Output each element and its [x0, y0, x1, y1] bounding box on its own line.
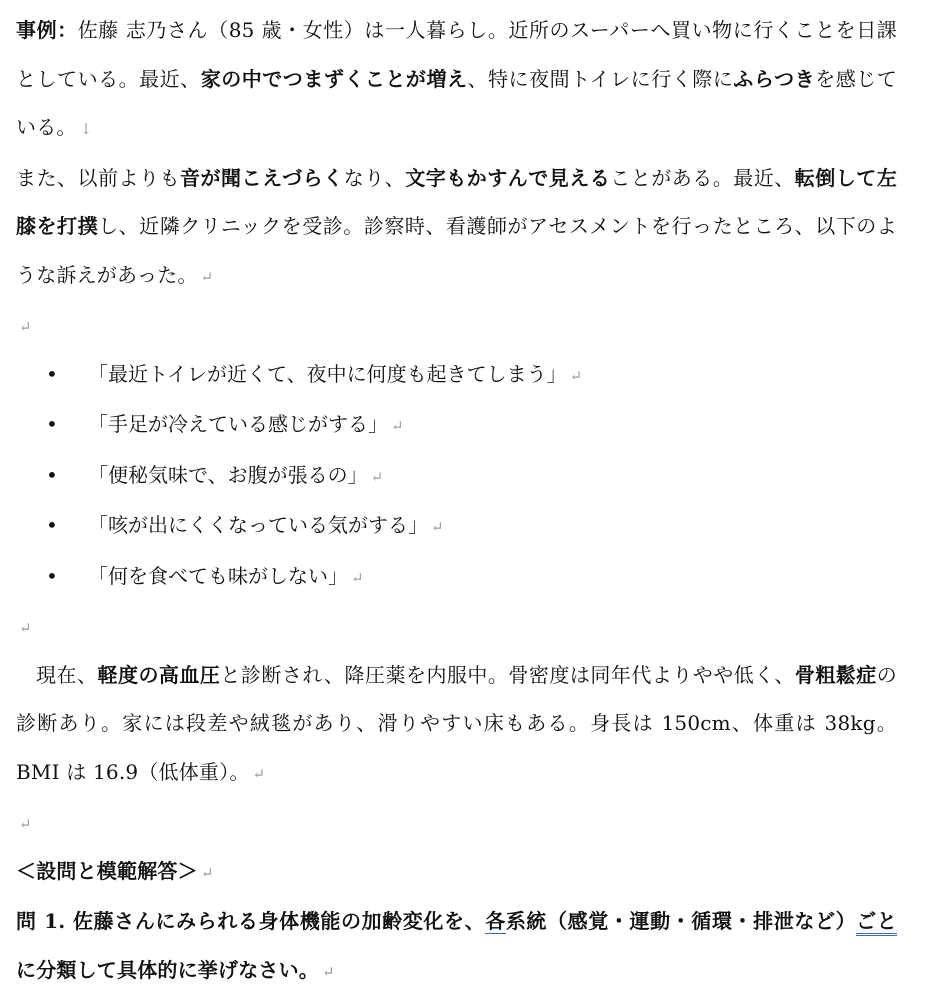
paragraph-mark: ↵ [431, 518, 444, 536]
case-text: し、近隣クリニックを受診。診察時、看護師がアセスメントを行ったところ、以下のような訴えがあった。 [16, 214, 897, 287]
case-text: なり、 [343, 165, 406, 190]
case-label: 事例： [16, 18, 78, 42]
section-heading [16, 847, 897, 898]
complaint-text: 「手足が冷えている感じがする」 [88, 412, 388, 436]
bullet-icon: • [46, 513, 58, 537]
case-emphasis-fall: 転倒して左膝を打撲 [16, 165, 898, 238]
proofing-underline[interactable]: 各 [485, 909, 506, 933]
complaint-text: 「何を食べても味がしない」 [88, 563, 348, 588]
line-break-mark: ↓ [79, 120, 93, 138]
complaint-text: 「最近トイレが近くて、夜中に何度も起きてしまう」 [88, 361, 567, 386]
proofing-double-underline[interactable]: ごと [856, 909, 897, 936]
list-item [46, 552, 897, 603]
status-emphasis-osteoporosis: 骨粗鬆症 [794, 662, 877, 687]
bullet-icon: • [46, 563, 58, 588]
case-text: 佐藤 志乃さん（85 歳・女性）は一人暮らし。近所のスーパーへ買い物に行くことを日課としている。最近、 [16, 18, 897, 91]
complaint-text: 「咳が出にくくなっている気がする」 [88, 513, 428, 537]
case-emphasis-hearing: 音が聞こえづらく [180, 165, 344, 190]
paragraph-mark: ↵ [200, 267, 214, 286]
list-item [46, 501, 897, 552]
list-item [46, 400, 897, 451]
case-text: 、特に夜間トイレに行く際に [467, 66, 734, 91]
case-paragraph-1 [16, 6, 897, 154]
case-text: ことがある。最近、 [610, 165, 795, 190]
paragraph-mark: ↵ [351, 568, 364, 587]
status-paragraph [16, 651, 897, 799]
case-emphasis-vision: 文字もかすんで見える [405, 165, 611, 190]
list-item [46, 350, 897, 401]
question-text: に分類して具体的に挙げなさい。 [16, 957, 319, 982]
paragraph-mark: ↵ [19, 318, 32, 336]
case-emphasis-tripping: 家の中でつまずくことが増え [200, 66, 468, 91]
paragraph-mark: ↵ [391, 417, 404, 435]
paragraph-mark: ↵ [252, 764, 266, 783]
question-text: 系統（感覚・運動・循環・排泄など） [505, 909, 857, 933]
section-heading-text: ＜設問と模範解答＞ [16, 858, 198, 883]
empty-paragraph [16, 301, 897, 350]
question-1 [16, 897, 897, 996]
paragraph-mark: ↵ [569, 366, 583, 385]
status-text: と診断され、降圧薬を内服中。骨密度は同年代よりやや低く、 [220, 662, 795, 687]
paragraph-mark: ↵ [370, 467, 384, 486]
status-text: 現在、 [36, 662, 98, 687]
empty-paragraph [16, 798, 897, 847]
empty-paragraph [16, 602, 897, 651]
list-item [46, 451, 897, 502]
paragraph-mark: ↵ [322, 962, 335, 981]
paragraph-mark: ↵ [19, 619, 32, 637]
paragraph-mark: ↵ [19, 815, 32, 833]
complaint-text: 「便秘気味で、お腹が張るの」 [88, 462, 368, 487]
case-text: また、以前よりも [16, 165, 181, 190]
paragraph-mark: ↵ [200, 863, 214, 882]
status-text: の診断あり。家には段差や絨毯があり、滑りやすい床もある。身長は 150cm、体重は 38kg。BMI は 16.9（低体重）。 [16, 662, 897, 784]
case-text: を感じている。 [16, 66, 897, 139]
complaint-list [16, 350, 897, 603]
bullet-icon: • [46, 361, 58, 386]
bullet-icon: • [46, 462, 58, 487]
question-text: 問 1. 佐藤さんにみられる身体機能の加齢変化を、 [16, 909, 486, 933]
case-paragraph-2 [16, 154, 897, 302]
case-emphasis-unsteadiness: ふらつき [733, 66, 816, 91]
bullet-icon: • [46, 412, 58, 436]
status-emphasis-hypertension: 軽度の高血圧 [97, 662, 221, 687]
